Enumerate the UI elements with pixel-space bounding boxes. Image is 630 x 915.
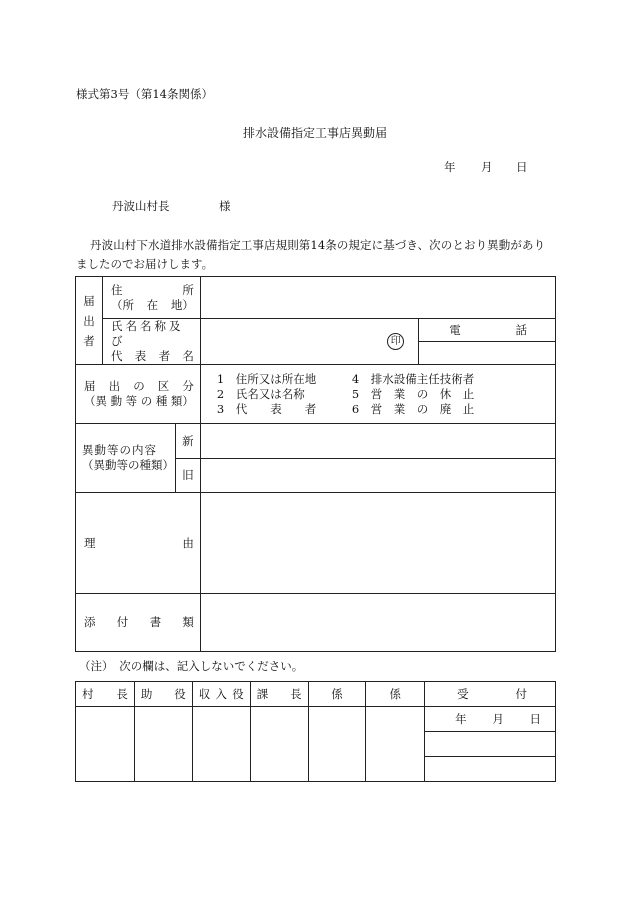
reason-field[interactable] (200, 493, 555, 594)
stamp-cell[interactable] (134, 707, 192, 782)
label-text: 氏名名称及び (110, 319, 184, 348)
body-text-line2: ましたのでお届けします。 (76, 257, 214, 271)
label-char: 所 (182, 282, 194, 297)
label-char: の (133, 379, 145, 393)
label-char: 地） (170, 297, 194, 312)
label-char: 受 (457, 686, 469, 701)
notification-table (75, 276, 556, 652)
header-village-head (76, 682, 135, 707)
label-char: 類） (170, 394, 194, 408)
category-option[interactable]: 5 営 業 の 休 止 (351, 386, 475, 401)
category-option[interactable]: 1 住所又は所在地 (216, 371, 317, 386)
address-label (102, 277, 200, 319)
phone-field[interactable] (419, 342, 555, 363)
label-char: 役 (174, 686, 186, 701)
category-row (217, 387, 555, 402)
label-char: （所 (110, 297, 134, 312)
address-field[interactable] (200, 277, 555, 319)
old-label: 旧 (175, 459, 200, 493)
header-staff-2: 係 (366, 682, 425, 707)
notifier-label (76, 277, 103, 365)
document-title: 排水設備指定工事店異動届 (242, 126, 387, 140)
label-char: 区 (157, 379, 170, 393)
label-char: の (140, 394, 153, 408)
label-char: 表 (134, 349, 147, 363)
addressee-honorific: 様 (219, 199, 231, 213)
date-year: 年 (455, 711, 467, 726)
label-char: 等 (125, 394, 138, 408)
addressee-name: 丹波山村長 (112, 199, 170, 213)
label-char: 付 (116, 615, 129, 629)
label-char: 話 (515, 323, 527, 337)
notifier-char: 出 (83, 313, 95, 328)
category-row (217, 402, 555, 417)
label-char: 電 (449, 323, 461, 337)
label-char: 分 (182, 379, 194, 393)
stamp-cell[interactable] (366, 707, 425, 782)
header-treasurer (192, 682, 250, 707)
header-section-chief (250, 682, 308, 707)
label-char: 出 (108, 379, 121, 393)
notifier-char: 者 (83, 333, 95, 348)
new-label: 新 (175, 424, 200, 459)
category-label (76, 365, 201, 424)
category-option[interactable]: 4 排水設備主任技術者 (351, 371, 475, 386)
label-char: 代 (110, 349, 123, 363)
label-char: 書 (149, 615, 162, 629)
label-char: 助 (140, 686, 153, 701)
category-row (217, 372, 555, 387)
name-field[interactable] (200, 319, 418, 365)
header-deputy (134, 682, 192, 707)
new-content-field[interactable] (200, 424, 555, 459)
phone-cell (419, 319, 556, 365)
name-label (102, 319, 200, 365)
stamp-cell[interactable] (308, 707, 366, 782)
reception-field[interactable] (425, 757, 556, 782)
notifier-char: 届 (83, 293, 95, 308)
label-char: （異 (84, 394, 107, 408)
stamp-cell[interactable] (250, 707, 308, 782)
attachments-label (76, 594, 201, 652)
label-text: （異動等の種類） (82, 458, 174, 472)
label-char: 添 (84, 615, 96, 629)
label-char: 理 (84, 535, 96, 550)
header-reception (425, 682, 556, 707)
label-char: 村 (82, 686, 94, 701)
reception-date (425, 707, 556, 732)
category-option[interactable]: 3 代 表 者 (216, 401, 317, 416)
office-use-table (75, 681, 556, 782)
label-char: 収 (198, 686, 211, 701)
label-char: 者 (158, 349, 171, 363)
body-text-line1: 丹波山村下水道排水設備指定工事店規則第14条の規定に基づき、次のとおり異動があり (90, 238, 546, 252)
phone-label (419, 321, 555, 342)
office-use-note: （注） 次の欄は、記入しないでください。 (79, 659, 304, 673)
date-month: 月 (481, 160, 493, 174)
date-year: 年 (444, 160, 456, 174)
label-char: 入 (215, 686, 227, 701)
label-char: 住 (110, 282, 123, 297)
label-char: 動 (110, 394, 123, 408)
form-number: 様式第3号（第14条関係） (76, 87, 213, 101)
category-option[interactable]: 6 営 業 の 廃 止 (351, 401, 475, 416)
label-char: 種 (155, 394, 168, 408)
category-options (200, 365, 555, 424)
reception-field[interactable] (425, 732, 556, 757)
date-day: 日 (529, 711, 541, 726)
header-staff-1: 係 (308, 682, 366, 707)
label-char: 類 (182, 615, 194, 629)
label-char: 名 (182, 349, 194, 363)
date-day: 日 (516, 160, 528, 174)
old-content-field[interactable] (200, 459, 555, 493)
seal-stamp: 印 (387, 333, 404, 350)
label-char: 由 (182, 535, 194, 550)
label-char: 長 (290, 686, 302, 701)
label-char: 役 (232, 686, 244, 701)
label-char: 長 (116, 686, 128, 701)
label-char: 届 (84, 379, 96, 393)
label-char: 在 (146, 297, 159, 312)
stamp-cell[interactable] (76, 707, 135, 782)
attachments-field[interactable] (200, 594, 555, 652)
change-label (76, 424, 176, 493)
label-char: 付 (515, 686, 527, 701)
reason-label (76, 493, 201, 594)
category-option[interactable]: 2 氏名又は名称 (216, 386, 305, 401)
stamp-cell[interactable] (192, 707, 250, 782)
label-text: 異動等の内容 (82, 443, 157, 457)
label-char: 課 (256, 686, 269, 701)
date-month: 月 (492, 711, 504, 726)
